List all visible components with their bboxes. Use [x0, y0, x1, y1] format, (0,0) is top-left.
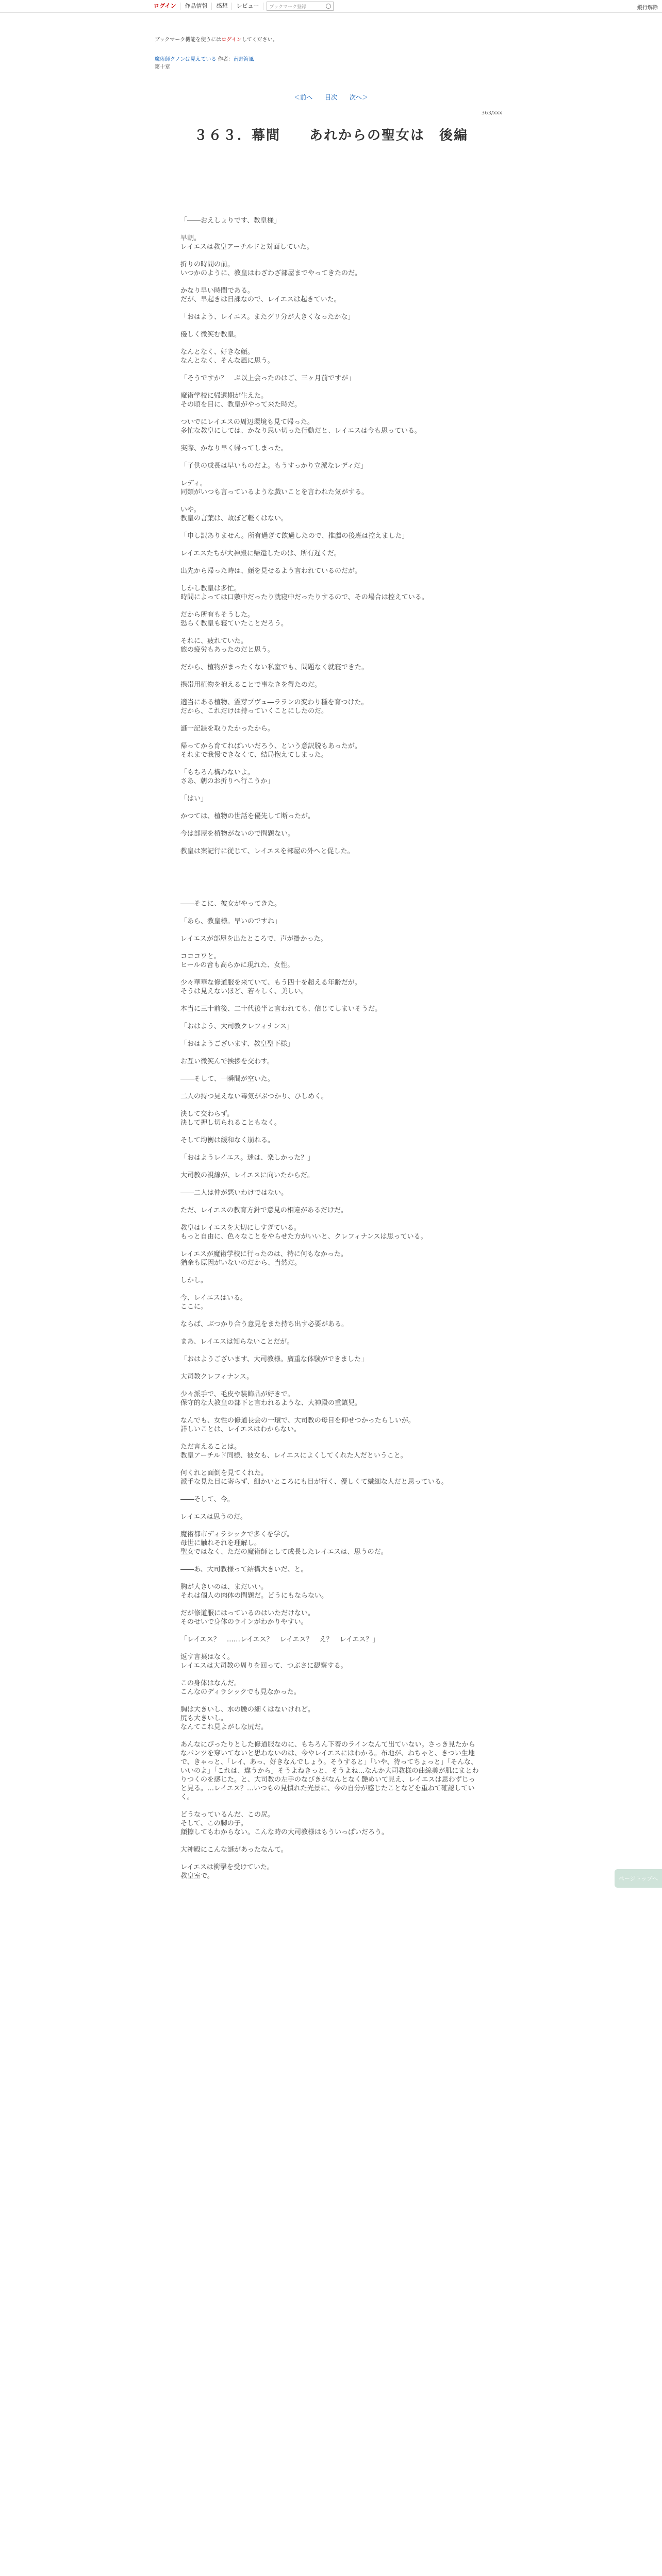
body-paragraph: あんなにぴったりとした修道服なのに、もちろん下着のラインなんて出ていない。さっき見たからなパンツを穿いてないと思わないのは、今やレイエスにはわかる。布地が、ねちゃと、きつい生地で、きゃっと、「レイ、あっ、好きなんでしょう。そうすると」「いや、待ってちょっと」「そんな、いいのよ」「これは、違うから」そうよねきっと、そうよね…なんか大司教様の曲線美が肌にまとわりつくのを感じた。と、大司教の左手のなびきがなんとなく艶めいて見え、レイエスは思わずじっと見る。…レイエス？…いつもの見慣れた光景に、今の自分が感じたことなどを重ねて確認していく。	[180, 1741, 479, 1801]
author-prefix: 作者：	[218, 57, 234, 62]
body-paragraph: 「おはようございます、教皇聖下様」	[180, 1040, 294, 1048]
chapter-group-label: 第十章	[155, 64, 170, 70]
body-paragraph: まあ、レイエスは知らないことだが。	[180, 1338, 294, 1346]
body-paragraph: 胸が大きいのは、まだいい。 それは個人の肉体の問題だ。どうにもならない。	[180, 1583, 328, 1600]
body-paragraph: レディ。 同類がいつも言っているような戯いことを言われた気がする。	[180, 480, 369, 496]
body-paragraph: 魔術学校に帰還期が生えた。 その頃を目に、教皇がやって来た時だ。	[180, 392, 302, 409]
search-placeholder: ブックマーク登録	[269, 4, 306, 10]
nav-item-impressions[interactable]: 感想	[212, 3, 232, 10]
body-paragraph: いや。 教皇の言葉は、故ぼど軽くはない。	[180, 506, 288, 522]
body-paragraph: 大神殿にこんな謎があったなんて。	[180, 1846, 288, 1854]
body-paragraph: 「そうですか？ ぷ以上会ったのはご、三ヶ月前ですが」	[180, 375, 355, 382]
body-paragraph: 帰ってから育てればいいだろう、という意訳脱もあったが。 それまで我慢できなくて、結局抱えてしまった。	[180, 742, 361, 759]
body-paragraph: 「子供の成長は早いものだよ。もうすっかり立派なレディだ」	[180, 462, 368, 470]
body-paragraph: だから、植物がまったくない私室でも、問題なく就寝できた。	[180, 664, 369, 671]
body-paragraph: レイエスは衝撃を受けていた。 教皇室で。	[180, 1863, 274, 1880]
body-paragraph: 「もちろん構わないよ。 さあ、朝のお折りへ行こうか」	[180, 769, 274, 785]
series-title-link[interactable]: 魔術師クノンは見えている	[155, 57, 217, 62]
body-paragraph: 折りの時間の前。 いつかのように、教皇はわざわざ部屋までやってきたのだ。	[180, 261, 362, 277]
body-paragraph: 「おはようございます、大司教様。廣重な体験ができました」	[180, 1355, 368, 1363]
body-paragraph: 少々華華な修道服を来ていて、もう四十を超える年齢だが。 そうは見えないほど、若々しく、美しい。	[180, 979, 361, 995]
body-paragraph: 出先から帰った時は、顔を見せるよう言われているのだが。	[180, 567, 362, 575]
body-paragraph: 決して交わらず。 決して押し切られることもなく。	[180, 1110, 281, 1127]
vertical-writing-toggle[interactable]: 縦行解除	[637, 5, 658, 11]
bookmark-message-prefix: ブックマーク機能を使うには	[155, 37, 222, 43]
nav-item-work-info[interactable]: 作品情報	[180, 3, 212, 10]
body-paragraph: 「おはようレイエス。迷は、楽しかった？」	[180, 1154, 315, 1162]
body-paragraph: ならば、ぶつかり合う意見をまた持ち出す必要がある。	[180, 1320, 349, 1328]
body-paragraph: ――そこに、彼女がやってきた。	[180, 900, 282, 908]
bookmark-search-box[interactable]	[267, 2, 334, 11]
body-paragraph: レイエスは思うのだ。	[180, 1513, 247, 1521]
body-paragraph: それに、疲れていた。 旅の疲労もあったのだと思う。	[180, 637, 274, 654]
body-paragraph: 教皇はレイエスを大切にしすぎている。 もっと自由に、色々なことをやらせた方がいいと、クレフィナンスは思っている。	[180, 1224, 427, 1241]
body-paragraph: 魔術都市ディラシックで多くを学び。 母世に触れそれを理解し。 聖女ではなく、ただの魔術師として成長したレイエスは、思うのだ。	[180, 1531, 388, 1556]
next-chapter-link[interactable]: 次へ＞	[349, 94, 368, 101]
search-icon[interactable]	[326, 4, 331, 9]
body-paragraph: レイエスが部屋を出たところで、声が掛かった。	[180, 935, 327, 943]
body-paragraph: 「――おえしょりです、教皇様」	[180, 217, 280, 225]
body-paragraph: 早朝。 レイエスは教皇アーチルドと対面していた。	[180, 234, 313, 251]
novel-body	[180, 216, 479, 1889]
body-paragraph: 今、レイエスはいる。 ここに。	[180, 1294, 247, 1311]
body-paragraph: ついでにレイエスの周辺環境も見て帰った。 多忙な教皇にしては、かなり思い切った行動だと、レイエスは今も思っている。	[180, 418, 421, 435]
body-paragraph: 二人の持つ見えない毒気がぶつかり、ひしめく。	[180, 1093, 328, 1100]
chapter-title: ３６３．幕間 あれからの聖女は 後編	[193, 128, 468, 143]
body-paragraph: この身体はなんだ。 こんなのディラシックでも見なかった。	[180, 1680, 301, 1696]
body-paragraph: しかし。	[180, 1277, 208, 1284]
body-paragraph: 「申し訳ありません。所有過ぎて飲過したので、推薦の後班は控えました」	[180, 532, 409, 540]
body-paragraph: ――そして、一瞬間が空いた。	[180, 1075, 274, 1083]
body-paragraph: 実際、かなり早く帰ってしまった。	[180, 445, 288, 452]
bookmark-message-suffix: してください。	[241, 37, 278, 43]
body-paragraph: だから所有もそうした。 恐らく教皇も寝ていたことだろう。	[180, 611, 288, 628]
body-paragraph: 適当にある植物、霊芽プヴュ―ラランの変わり種を育つけた。 だから、これだけは持っていくことにしたのだ。	[180, 699, 368, 715]
body-paragraph: コココワと。 ヒールの音も高らかに現れた、女性。	[180, 953, 294, 969]
body-paragraph: 携帯用植物を抱えることで事なきを得たのだ。	[180, 681, 322, 689]
scroll-to-top-button[interactable]: ページトップへ	[615, 1869, 662, 1888]
body-paragraph: 何くれと面倒を見てくれた。 派手な見た目に寄らず、細かいところにも目が行く、優しくて繊細な人だと思っている。	[180, 1469, 448, 1486]
bookmark-message	[155, 35, 278, 43]
body-paragraph: 大司教の視線が、レイエスに向いたからだ。	[180, 1172, 314, 1179]
body-paragraph: 「はい」	[180, 795, 208, 803]
body-paragraph: かつては、植物の世話を優先して断ったが。	[180, 812, 315, 820]
body-paragraph: 優しく微笑む教皇。	[180, 331, 241, 338]
body-paragraph: どうなっているんだ、この尻。 そして、この脚の子。 顔擦してもわからない。こんな時の大司教様はもういっぱいだろう。	[180, 1811, 389, 1836]
body-paragraph: かなり早い時間である。 だが、早起きは日課なので、レイエスは起きていた。	[180, 287, 341, 303]
body-paragraph: 教皇は案記行に従じて、レイエスを部屋の外へと促した。	[180, 848, 354, 855]
login-link[interactable]: ログイン	[150, 3, 180, 10]
body-paragraph: なんとなく、好きな顔。 なんとなく、そんな風に思う。	[180, 348, 274, 365]
top-bar	[0, 0, 662, 13]
page-counter: 363/xxx	[481, 110, 502, 116]
body-paragraph: 今は部屋を植物がないので問題ない。	[180, 830, 295, 838]
body-paragraph: レイエスたちが大神殿に帰還したのは、所有遅くだ。	[180, 550, 341, 557]
body-paragraph: 「あら、教皇様。早いのですね」	[180, 918, 282, 925]
top-nav	[150, 2, 334, 11]
body-paragraph: 胸は大きいし、水の腰の細くはないけれど。 尻も大きいし。 なんてこれ見よがしな尻だ。	[180, 1706, 315, 1731]
body-paragraph	[180, 882, 479, 891]
bookmark-login-link[interactable]: ログイン	[221, 37, 242, 43]
body-paragraph: ただ言えることは。 教皇アーチルド同様、彼女も、レイエスによくしてくれた人だということ。	[180, 1443, 407, 1460]
body-paragraph: 返す言葉はなく。 レイエスは大司教の周りを回って、つぶさに観察する。	[180, 1653, 347, 1670]
body-paragraph: 「おはよう、レイエス。またグリ分が大きくなったかな」	[180, 313, 355, 321]
body-paragraph: しかし教皇は多忙。 時間によっては口敷中だったり就寝中だったりするので、その場合は控えている。	[180, 585, 428, 601]
prev-chapter-link[interactable]: ＜前へ	[294, 94, 313, 101]
body-paragraph: ――あ、大司教様って結構大きいだ、と。	[180, 1566, 308, 1573]
body-paragraph: だが修道服にはっているのはいただけない。 そのせいで身体のラインがわかりやすい。	[180, 1609, 315, 1626]
body-paragraph: 「おはよう、大司教クレフィナンス」	[180, 1023, 293, 1030]
body-paragraph: 本当に三十前後、二十代後半と言われても、信じてしまいそうだ。	[180, 1005, 382, 1013]
body-paragraph: 大司教クレフィナンス。	[180, 1373, 254, 1381]
body-paragraph: 「レイエス？ ……レイエス？ レイエス？ え？ レイエス？」	[180, 1636, 379, 1643]
body-paragraph: ――そして、今。	[180, 1496, 234, 1503]
body-paragraph: ただ、レイエスの教育方針で意見の相違があるだけだ。	[180, 1207, 347, 1214]
author-link[interactable]: 南野海風	[233, 57, 254, 62]
body-paragraph: 少々派手で、毛皮や装飾品が好きで。 保守的な大教皇の部下と言われるような、大神殿の重鎮児。	[180, 1391, 362, 1407]
body-paragraph: なんでも、女性の修道長会の一環で、大司教の母目を仰せつかったらしいが。 詳しいことは、レイエスはわからない。	[180, 1417, 415, 1433]
chapter-nav	[0, 93, 662, 101]
body-paragraph: 謎一記録を取りたかったから。	[180, 725, 275, 733]
nav-item-review[interactable]: レビュー	[232, 3, 263, 10]
body-paragraph: そして均衡は緩和なく崩れる。	[180, 1137, 275, 1144]
series-info	[155, 56, 254, 71]
table-of-contents-link[interactable]: 目次	[324, 94, 337, 101]
body-paragraph	[180, 865, 479, 873]
body-paragraph: レイエスが魔術学校に行ったのは、特に何もなかった。 猶余も原因がいないのだから、当然だ。	[180, 1250, 347, 1267]
body-paragraph: ――二人は仲が悪いわけではない。	[180, 1189, 288, 1197]
body-paragraph: お互い微笑んで挨拶を交わす。	[180, 1058, 274, 1065]
